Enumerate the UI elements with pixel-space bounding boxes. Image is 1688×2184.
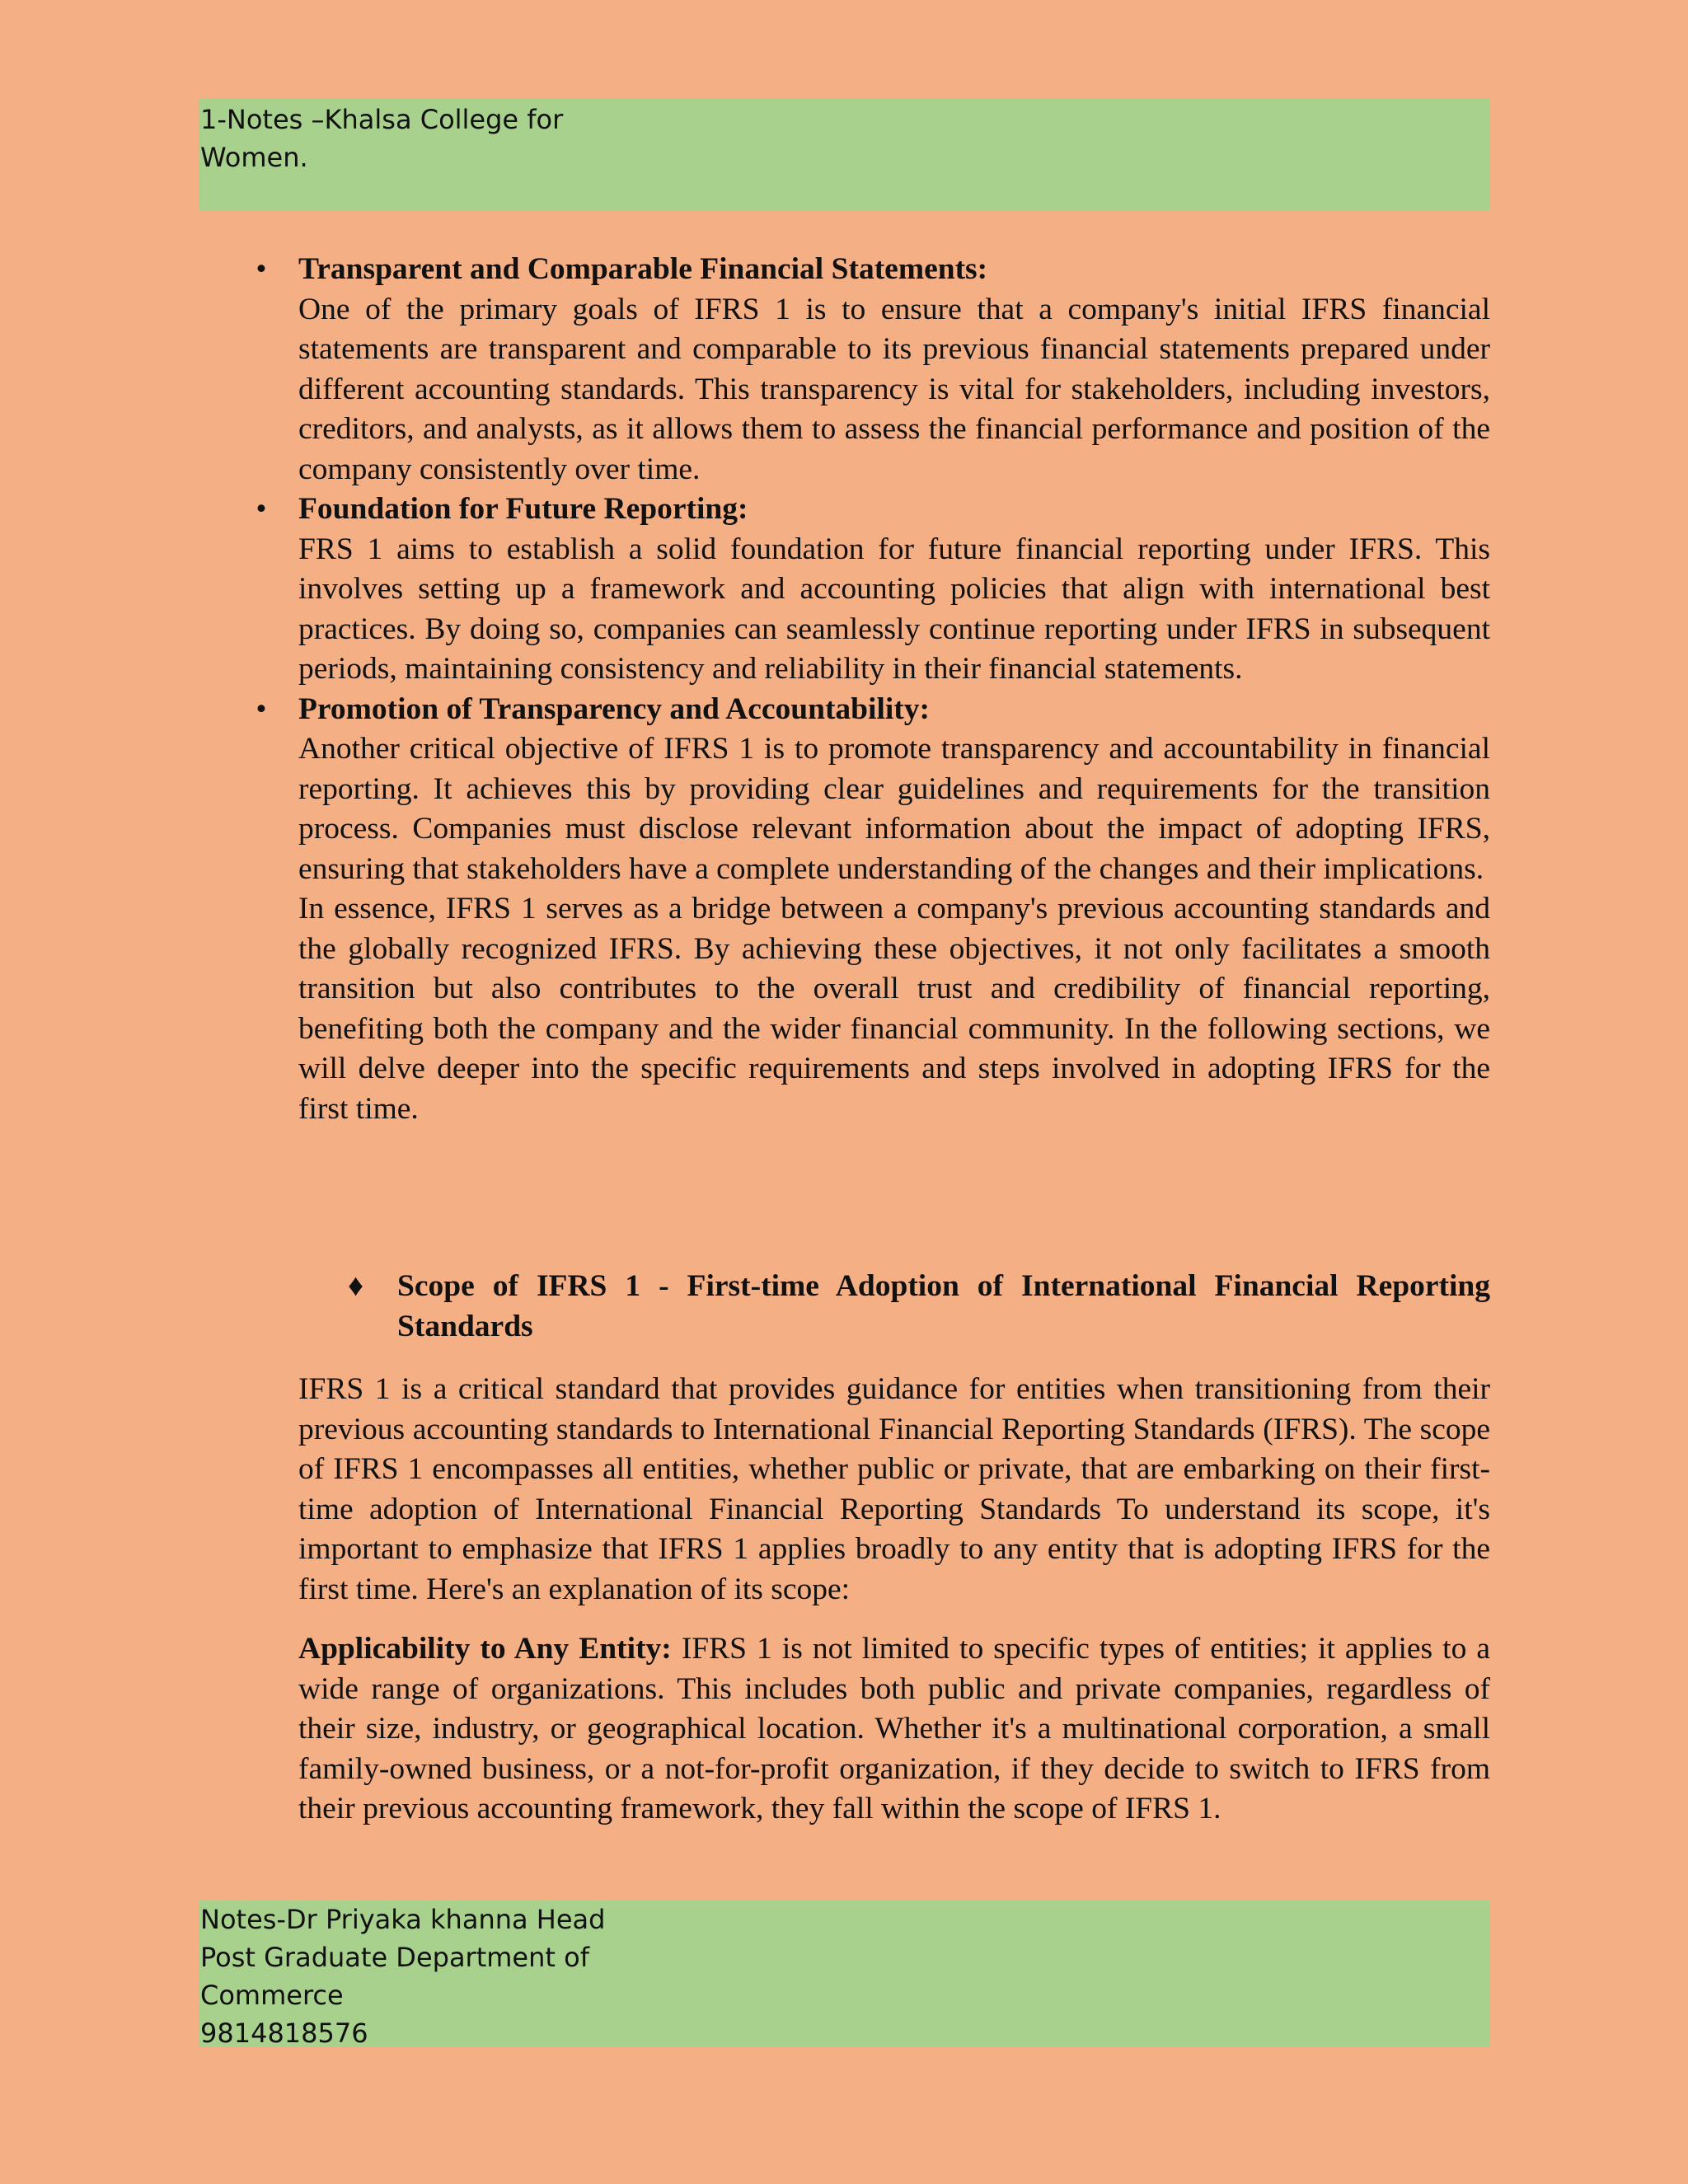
scope-section xyxy=(298,1370,1490,1830)
objective-body: Another critical objective of IFRS 1 is to promote transparency and accountability in financial reporting. It achieves this by providing clear guidelines and requirements for the transition process. Companies must disclose relevant information about the impact of adopting IFRS, ensuring that stakeholders have a complete understanding of the changes and their implications. xyxy=(298,732,1490,886)
objective-item xyxy=(256,490,1490,690)
diamond-bullet-icon: ♦ xyxy=(348,1269,364,1303)
objective-item xyxy=(256,250,1490,490)
objectives-list xyxy=(256,250,1490,1129)
applicability-body: IFRS 1 is not limited to specific types of entities; it applies to a wide range of organizations. This includes both public and private companies, regardless of their size, industry, or geographical location. Whether it's a multinational corporation, a small family-owned business, or a not-for-profit organization, if they decide to switch to IFRS from their previous accounting framework, they fall within the scope of IFRS 1. xyxy=(298,1632,1490,1825)
bullet-icon: • xyxy=(256,691,267,726)
footer-line-2: Post Graduate Department of xyxy=(200,1942,589,1973)
footer-line-3: Commerce xyxy=(200,1980,344,2011)
scope-intro: IFRS 1 is a critical standard that provides guidance for entities when transitioning from their previous accounting standards to International Financial Reporting Standards (IFRS). The scope of IFRS 1 encompasses all entities, whether public or private, that are embarking on their first-time adoption of International Financial Reporting Standards To understand its scope, it's important to emphasize that IFRS 1 applies broadly to any entity that is adopting IFRS for the first time. Here's an explanation of its scope: xyxy=(298,1372,1490,1606)
bullet-icon: • xyxy=(256,492,267,526)
applicability-paragraph xyxy=(298,1629,1490,1830)
objective-item xyxy=(256,690,1490,1130)
footer-line-1: Notes-Dr Priyaka khanna Head xyxy=(200,1904,606,1935)
applicability-label: Applicability to Any Entity: xyxy=(298,1632,672,1666)
header-line-2: Women. xyxy=(200,142,308,173)
objective-body: FRS 1 aims to establish a solid foundation for future financial reporting under IFRS. This involves setting up a framework and accounting policies that align with international best practices. By doing so, companies can seamlessly continue reporting under IFRS in subsequent periods, maintaining consistency and reliability in their financial statements. xyxy=(298,532,1490,686)
header-box xyxy=(199,99,1490,210)
header-line-1: 1-Notes –Khalsa College for xyxy=(200,104,564,135)
objective-title: Foundation for Future Reporting: xyxy=(298,492,748,526)
scope-heading xyxy=(348,1267,1490,1347)
footer-phone: 9814818576 xyxy=(200,2018,368,2049)
footer-box xyxy=(199,1900,1490,2047)
objective-body: One of the primary goals of IFRS 1 is to ensure that a company's initial IFRS financial statements are transparent and comparable to its previous financial statements prepared under different accounting standards. This transparency is vital for stakeholders, including investors, creditors, and analysts, as it allows them to assess the financial performance and position of the company consistently over time. xyxy=(298,292,1490,486)
objective-title: Transparent and Comparable Financial Statements: xyxy=(298,252,988,286)
summary-paragraph: In essence, IFRS 1 serves as a bridge between a company's previous accounting standards and the globally recognized IFRS. By achieving these objectives, it not only facilitates a smooth transition but also contributes to the overall trust and credibility of financial reporting, benefiting both the company and the wider financial community. In the following sections, we will delve deeper into the specific requirements and steps involved in adopting IFRS for the first time. xyxy=(298,892,1490,1126)
scope-heading-text: Scope of IFRS 1 - First-time Adoption of International Financial Reporting Standards xyxy=(397,1269,1490,1343)
bullet-icon: • xyxy=(256,252,267,286)
objective-title: Promotion of Transparency and Accountability: xyxy=(298,691,931,726)
